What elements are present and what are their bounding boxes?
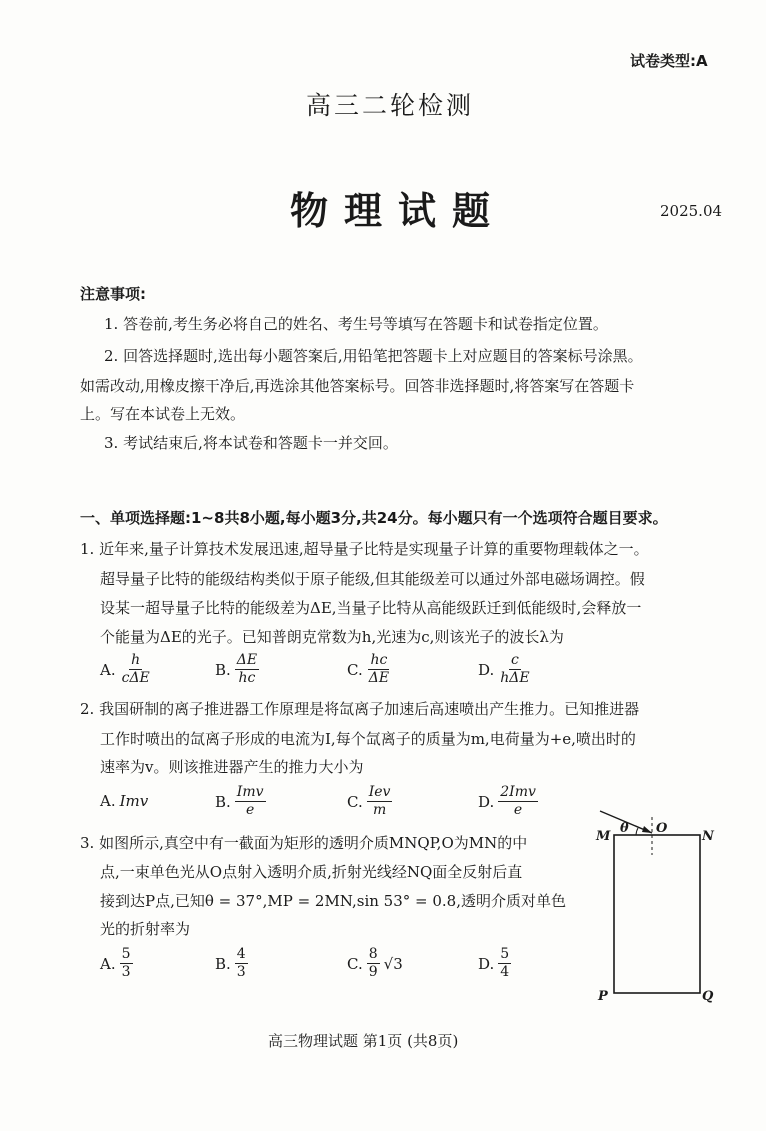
page-title: 物理试题 bbox=[290, 188, 507, 233]
q1-option-a bbox=[100, 652, 152, 687]
sqrt-term: √3 bbox=[383, 954, 403, 973]
option-label: A. bbox=[100, 792, 116, 810]
numerator: ΔE bbox=[236, 652, 258, 668]
q2-option-c bbox=[347, 784, 392, 819]
q3-line: 接到达P点,已知θ = 37°,MP = 2MN,sin 53° = 0.8,透明介质对单色 bbox=[100, 892, 566, 910]
denominator: cΔE bbox=[121, 670, 150, 686]
denominator: 4 bbox=[500, 964, 510, 980]
q1-line: 1. 近年来,量子计算技术发展迅速,超导量子比特是实现量子计算的重要物理载体之一。 bbox=[80, 540, 649, 558]
q1-line: 超导量子比特的能级结构类似于原子能级,但其能级差可以通过外部电磁场调控。假 bbox=[100, 570, 645, 588]
fraction bbox=[367, 652, 391, 687]
denominator: 3 bbox=[236, 964, 246, 980]
numerator: 2Imv bbox=[500, 784, 536, 800]
option-label: D. bbox=[478, 792, 495, 811]
q1-option-b bbox=[215, 652, 259, 687]
fraction bbox=[120, 652, 152, 687]
q2-line: 2. 我国研制的离子推进器工作原理是将氙离子加速后高速喷出产生推力。已知推进器 bbox=[80, 700, 640, 718]
label-p: P bbox=[598, 989, 608, 1004]
label-q: Q bbox=[702, 989, 714, 1004]
denominator: e bbox=[246, 802, 255, 818]
option-label: A. bbox=[100, 954, 116, 973]
section-heading: 一、单项选择题:1~8共8小题,每小题3分,共24分。每小题只有一个选项符合题目要求。 bbox=[80, 509, 668, 527]
q2-line: 工作时喷出的氙离子形成的电流为I,每个氙离子的质量为m,电荷量为+e,喷出时的 bbox=[100, 730, 636, 748]
label-n: N bbox=[702, 829, 714, 844]
denominator: hc bbox=[238, 670, 256, 686]
option-label: B. bbox=[215, 792, 231, 811]
q1-option-c bbox=[347, 652, 391, 687]
numerator: hc bbox=[370, 652, 388, 668]
denominator: e bbox=[513, 802, 523, 818]
q3-line: 点,一束单色光从O点射入透明介质,折射光线经NQ面全反射后直 bbox=[100, 863, 523, 881]
q3-line: 光的折射率为 bbox=[100, 920, 191, 938]
q3-option-a bbox=[100, 946, 133, 981]
exam-date: 2025.04 bbox=[660, 202, 723, 220]
option-label: A. bbox=[100, 660, 116, 679]
q3-figure bbox=[590, 805, 720, 1005]
angle-arc bbox=[636, 828, 638, 835]
numerator: Imv bbox=[236, 784, 264, 800]
label-o: O bbox=[656, 821, 668, 836]
fraction bbox=[367, 946, 380, 981]
notice-line: 2. 回答选择题时,选出每小题答案后,用铅笔把答题卡上对应题目的答案标号涂黑。 bbox=[104, 347, 643, 365]
medium-rectangle bbox=[614, 835, 700, 993]
fraction bbox=[498, 652, 531, 687]
numerator: h bbox=[131, 652, 141, 668]
numerator: 5 bbox=[121, 946, 131, 962]
fraction bbox=[235, 946, 248, 981]
notice-line: 1. 答卷前,考生务必将自己的姓名、考生号等填写在答题卡和试卷指定位置。 bbox=[104, 315, 608, 333]
notice-line: 如需改动,用橡皮擦干净后,再选涂其他答案标号。回答非选择题时,将答案写在答题卡 bbox=[80, 377, 635, 395]
numerator: Iev bbox=[368, 784, 391, 800]
fraction bbox=[235, 652, 259, 687]
denominator: hΔE bbox=[500, 670, 530, 686]
denominator: 3 bbox=[121, 964, 131, 980]
page-footer: 高三物理试题 第1页 (共8页) bbox=[268, 1032, 459, 1050]
numerator: 8 bbox=[368, 946, 378, 962]
notice-title: 注意事项: bbox=[80, 285, 146, 303]
fraction bbox=[235, 784, 266, 819]
q2-option-b bbox=[215, 784, 266, 819]
arrow-icon bbox=[642, 826, 652, 833]
numerator: c bbox=[511, 652, 519, 668]
label-theta: θ bbox=[620, 821, 629, 836]
denominator: ΔE bbox=[368, 670, 390, 686]
denominator: m bbox=[372, 802, 387, 818]
option-label: B. bbox=[215, 660, 231, 679]
option-label: C. bbox=[347, 792, 363, 811]
fraction bbox=[498, 784, 538, 819]
numerator: 5 bbox=[500, 946, 510, 962]
fraction bbox=[498, 946, 511, 981]
q3-option-b bbox=[215, 946, 248, 981]
notice-line: 上。写在本试卷上无效。 bbox=[80, 405, 246, 423]
option-value: Imv bbox=[119, 792, 149, 810]
q2-line: 速率为v。则该推进器产生的推力大小为 bbox=[100, 758, 364, 776]
denominator: 9 bbox=[368, 964, 378, 980]
option-label: C. bbox=[347, 660, 363, 679]
q2-option-a bbox=[100, 792, 148, 810]
fraction bbox=[120, 946, 133, 981]
fraction bbox=[367, 784, 393, 819]
option-label: D. bbox=[478, 660, 495, 679]
paper-type: 试卷类型:A bbox=[630, 52, 708, 70]
q3-option-c bbox=[347, 946, 403, 981]
exam-name: 高三二轮检测 bbox=[306, 91, 475, 120]
q3-option-d bbox=[478, 946, 511, 981]
q2-option-d bbox=[478, 784, 538, 819]
q1-option-d bbox=[478, 652, 532, 687]
label-m: M bbox=[596, 829, 611, 844]
numerator: 4 bbox=[236, 946, 246, 962]
q1-line: 设某一超导量子比特的能级差为ΔE,当量子比特从高能级跃迁到低能级时,会释放一 bbox=[100, 599, 642, 617]
q3-line: 3. 如图所示,真空中有一截面为矩形的透明介质MNQP,O为MN的中 bbox=[80, 834, 528, 852]
option-label: D. bbox=[478, 954, 495, 973]
option-label: B. bbox=[215, 954, 231, 973]
notice-line: 3. 考试结束后,将本试卷和答题卡一并交回。 bbox=[104, 434, 398, 452]
option-label: C. bbox=[347, 954, 363, 973]
q1-line: 个能量为ΔE的光子。已知普朗克常数为h,光速为c,则该光子的波长λ为 bbox=[100, 628, 564, 646]
